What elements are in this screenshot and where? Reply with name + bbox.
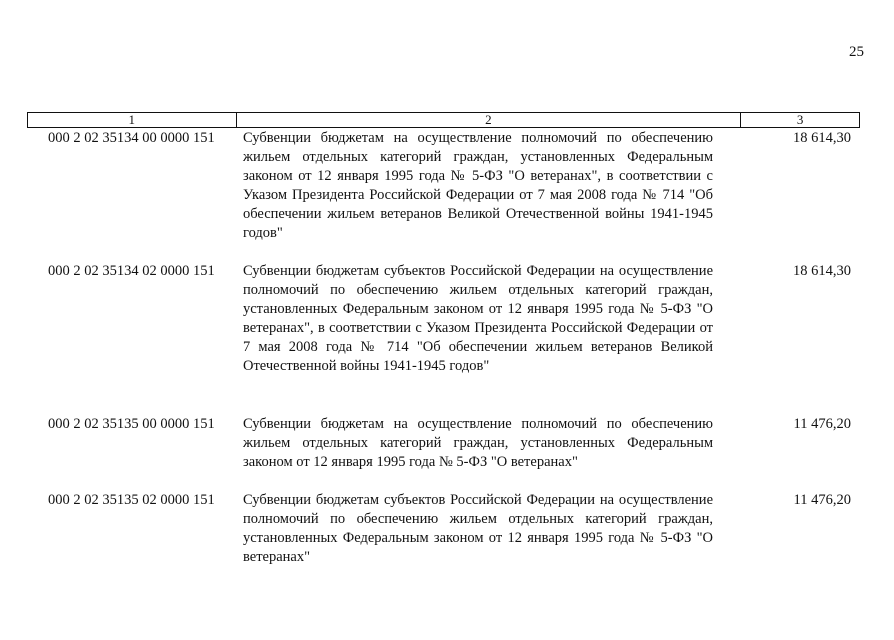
header-col-1: 1 [128,112,135,127]
row-code: 000 2 02 35135 00 0000 151 [48,416,215,432]
row-code: 000 2 02 35134 02 0000 151 [48,263,215,279]
header-col-2: 2 [236,113,741,127]
row-amount: 11 476,20 [793,492,851,508]
header-col-3: 3 [740,113,859,127]
row-description: Субвенции бюджетам на осуществление полномочий по обеспечению жильем отдельных категорий граждан, установленных Федеральным законом от 12 января 1995 года № 5-ФЗ "О ветеранах" [243,416,713,470]
table-row [27,491,860,567]
row-description: Субвенции бюджетам субъектов Российской Федерации на осуществление полномочий по обеспечению жильем отдельных категорий граждан, установленных Федеральным законом от 12 января 1995 года № 5-ФЗ "О ветеранах", в соответствии с Указом Президента Российской Федерации от 7 мая 2008 года № 714 "Об обеспечении жильем ветеранов Великой Отечественной войны 1941-1945 годов" [243,263,713,374]
table-header [27,112,860,128]
row-code: 000 2 02 35135 02 0000 151 [48,492,215,508]
row-code: 000 2 02 35134 00 0000 151 [48,130,215,146]
row-amount: 18 614,30 [793,130,851,146]
row-amount: 11 476,20 [793,416,851,432]
table-row [27,415,860,472]
row-amount: 18 614,30 [793,263,851,279]
budget-table [27,112,860,565]
row-description: Субвенции бюджетам на осуществление полномочий по обеспечению жильем отдельных категорий граждан, установленных Федеральным законом от 12 января 1995 года № 5-ФЗ "О ветеранах", в соответствии с Указом Президента Российской Федерации от 7 мая 2008 года № 714 "Об обеспечении жильем ветеранов Великой Отечественной войны 1941-1945 годов" [243,130,713,241]
row-description: Субвенции бюджетам субъектов Российской Федерации на осуществление полномочий по обеспечению жильем отдельных категорий граждан, установленных Федеральным законом от 12 января 1995 года № 5-ФЗ "О ветеранах" [243,492,713,565]
table-row [27,262,860,376]
table-row [27,129,860,243]
page-number: 25 [849,44,864,60]
